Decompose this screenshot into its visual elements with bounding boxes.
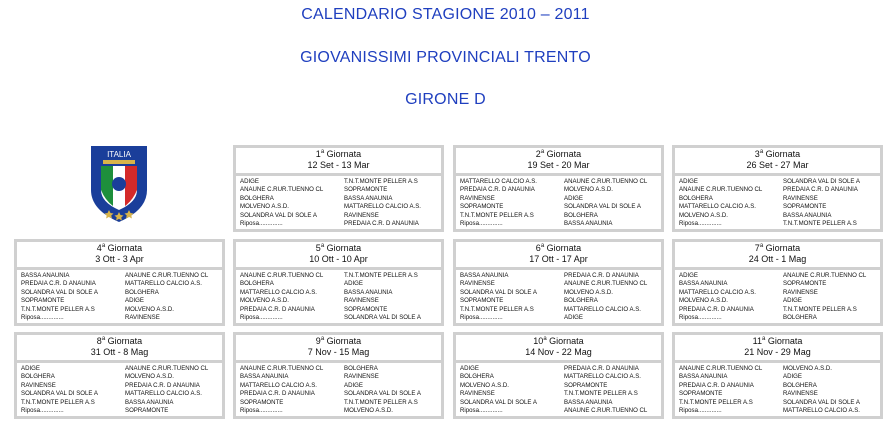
match-row: PREDAIA C.R. D ANAUNIA MOLVENO A.S.D.: [460, 186, 613, 194]
match-row: ANAUNE C.RUR.TUENNO CL SOPRAMONTE: [240, 186, 388, 194]
match-row: MATTARELLO CALCIO A.S. ANAUNE C.RUR.TUENNO CL: [460, 178, 648, 185]
match-row: ADIGE PREDAIA C.R. D ANAUNIA: [460, 365, 639, 372]
match-row: MATTARELLO CALCIO A.S. RAVINENSE: [679, 288, 818, 296]
round-card: 11$^a$ Giornata 21 Nov - 29 Mag ANAUNE C.RUR.TUENNO CL MOLVENO A.S.D. BASSA ANAUNIA ADIGE PREDAIA C.R. D ANAUNIA BOLGHERA SOPRAMONTE RAVINENSE T.N.T.MONTE PELLER A.S SOLANDRA VAL DI SOLE A Riposa.............. MATTARELLO CALCIO A.S.: [672, 332, 883, 419]
round-card: 2$^a$ Giornata 19 Set - 20 Mar MATTARELLO CALCIO A.S. ANAUNE C.RUR.TUENNO CL PREDAIA C.R. D ANAUNIA MOLVENO A.S.D. RAVINENSE ADIGE SOPRAMONTE SOLANDRA VAL DI SOLE A T.N.T.MONTE PELLER A.S BOLGHERA Riposa.............. BASSA ANAUNIA: [453, 145, 664, 232]
match-row: PREDAIA C.R. D ANAUNIA SOLANDRA VAL DI SOLE A: [240, 390, 421, 398]
match-row: BASSA ANAUNIA RAVINENSE: [240, 373, 379, 381]
rest-row: Riposa.............. SOLANDRA VAL DI SOLE A: [240, 313, 421, 321]
match-row: ADIGE ANAUNE C.RUR.TUENNO CL: [21, 365, 209, 372]
match-row: BOLGHERA MOLVENO A.S.D.: [21, 373, 174, 381]
match-row: RAVINENSE T.N.T.MONTE PELLER A.S: [460, 390, 638, 398]
match-row: ANAUNE C.RUR.TUENNO CL BOLGHERA: [240, 365, 378, 372]
match-row: ADIGE ANAUNE C.RUR.TUENNO CL: [679, 272, 867, 279]
match-row: MATTARELLO CALCIO A.S. SOPRAMONTE: [679, 203, 827, 211]
rest-row: Riposa.............. PREDAIA C.R. D ANAUNIA: [240, 219, 419, 227]
match-row: T.N.T.MONTE PELLER A.S SOLANDRA VAL DI SOLE A: [679, 398, 860, 406]
page-subtitle: GIOVANISSIMI PROVINCIALI TRENTO: [300, 49, 591, 66]
match-row: T.N.T.MONTE PELLER A.S BASSA ANAUNIA: [21, 398, 174, 406]
rest-row: Riposa.............. ANAUNE C.RUR.TUENNO CL: [460, 406, 648, 414]
match-row: SOLANDRA VAL DI SOLE A RAVINENSE: [240, 211, 379, 219]
match-row: ANAUNE C.RUR.TUENNO CL MOLVENO A.S.D.: [679, 365, 832, 372]
match-row: MATTARELLO CALCIO A.S. BASSA ANAUNIA: [240, 288, 393, 296]
match-row: MOLVENO A.S.D. RAVINENSE: [240, 297, 379, 305]
match-row: SOLANDRA VAL DI SOLE A MOLVENO A.S.D.: [460, 288, 613, 296]
match-row: BOLGHERA MATTARELLO CALCIO A.S.: [460, 373, 641, 381]
match-row: PREDAIA C.R. D ANAUNIA T.N.T.MONTE PELLER A.S: [679, 305, 857, 313]
match-row: T.N.T.MONTE PELLER A.S MOLVENO A.S.D.: [21, 305, 174, 313]
rest-row: Riposa.............. T.N.T.MONTE PELLER A.S: [679, 219, 857, 227]
round-card: 4$^a$ Giornata 3 Ott - 3 Apr BASSA ANAUNIA ANAUNE C.RUR.TUENNO CL PREDAIA C.R. D ANAUNIA MATTARELLO CALCIO A.S. SOLANDRA VAL DI SOLE A BOLGHERA SOPRAMONTE ADIGE T.N.T.MONTE PELLER A.S MOLVENO A.S.D. Riposa.............. RAVINENSE: [14, 239, 225, 326]
match-row: ADIGE T.N.T.MONTE PELLER A.S: [240, 178, 418, 185]
match-row: SOPRAMONTE BOLGHERA: [460, 297, 598, 305]
match-row: SOPRAMONTE RAVINENSE: [679, 390, 818, 398]
match-row: BOLGHERA BASSA ANAUNIA: [240, 194, 393, 202]
rest-row: Riposa.............. BOLGHERA: [679, 313, 817, 321]
match-row: BASSA ANAUNIA ADIGE: [679, 373, 802, 381]
round-card: 1$^a$ Giornata 12 Set - 13 Mar ADIGE T.N.T.MONTE PELLER A.S ANAUNE C.RUR.TUENNO CL SOPRAMONTE BOLGHERA BASSA ANAUNIA MOLVENO A.S.D. MATTARELLO CALCIO A.S. SOLANDRA VAL DI SOLE A RAVINENSE Riposa.............. PREDAIA C.R. D ANAUNIA: [233, 145, 444, 232]
round-card: 7$^a$ Giornata 24 Ott - 1 Mag ADIGE ANAUNE C.RUR.TUENNO CL BASSA ANAUNIA SOPRAMONTE MATTARELLO CALCIO A.S. RAVINENSE MOLVENO A.S.D. ADIGE PREDAIA C.R. D ANAUNIA T.N.T.MONTE PELLER A.S Riposa.............. BOLGHERA: [672, 239, 883, 326]
match-row: SOLANDRA VAL DI SOLE A BASSA ANAUNIA: [460, 398, 613, 406]
rest-row: Riposa.............. MOLVENO A.S.D.: [240, 406, 393, 414]
match-row: BASSA ANAUNIA ANAUNE C.RUR.TUENNO CL: [21, 272, 209, 279]
group-title: GIRONE D: [405, 91, 486, 108]
match-row: BOLGHERA RAVINENSE: [679, 194, 818, 202]
round-card: 6$^a$ Giornata 17 Ott - 17 Apr BASSA ANAUNIA PREDAIA C.R. D ANAUNIA RAVINENSE ANAUNE C.RUR.TUENNO CL SOLANDRA VAL DI SOLE A MOLVENO A.S.D. SOPRAMONTE BOLGHERA T.N.T.MONTE PELLER A.S MATTARELLO CALCIO A.S. Riposa.............. ADIGE: [453, 239, 664, 326]
rest-row: Riposa.............. SOPRAMONTE: [21, 406, 169, 414]
rest-row: Riposa.............. BASSA ANAUNIA: [460, 219, 613, 227]
match-row: MOLVENO A.S.D. SOPRAMONTE: [460, 381, 608, 389]
round-card: 10$^a$ Giornata 14 Nov - 22 Mag ADIGE PREDAIA C.R. D ANAUNIA BOLGHERA MATTARELLO CALCIO A.S. MOLVENO A.S.D. SOPRAMONTE RAVINENSE T.N.T.MONTE PELLER A.S SOLANDRA VAL DI SOLE A BASSA ANAUNIA Riposa.............. ANAUNE C.RUR.TUENNO CL: [453, 332, 664, 419]
figc-crest-logo: [89, 144, 149, 224]
match-row: PREDAIA C.R. D ANAUNIA SOPRAMONTE: [240, 305, 388, 313]
match-row: SOPRAMONTE ADIGE: [21, 297, 144, 305]
match-row: ANAUNE C.RUR.TUENNO CL T.N.T.MONTE PELLER A.S: [240, 272, 418, 279]
round-card: 8$^a$ Giornata 31 Ott - 8 Mag ADIGE ANAUNE C.RUR.TUENNO CL BOLGHERA MOLVENO A.S.D. RAVINENSE PREDAIA C.R. D ANAUNIA SOLANDRA VAL DI SOLE A MATTARELLO CALCIO A.S. T.N.T.MONTE PELLER A.S BASSA ANAUNIA Riposa.............. SOPRAMONTE: [14, 332, 225, 419]
match-row: RAVINENSE ANAUNE C.RUR.TUENNO CL: [460, 280, 648, 288]
match-row: MOLVENO A.S.D. ADIGE: [679, 297, 802, 305]
rest-row: Riposa.............. RAVINENSE: [21, 313, 160, 321]
match-row: MOLVENO A.S.D. BASSA ANAUNIA: [679, 211, 832, 219]
match-row: RAVINENSE PREDAIA C.R. D ANAUNIA: [21, 381, 200, 389]
match-row: BASSA ANAUNIA PREDAIA C.R. D ANAUNIA: [460, 272, 639, 279]
match-row: T.N.T.MONTE PELLER A.S MATTARELLO CALCIO A.S.: [460, 305, 641, 313]
match-row: SOPRAMONTE T.N.T.MONTE PELLER A.S: [240, 398, 418, 406]
match-row: MOLVENO A.S.D. MATTARELLO CALCIO A.S.: [240, 203, 421, 211]
match-row: ANAUNE C.RUR.TUENNO CL PREDAIA C.R. D ANAUNIA: [679, 186, 858, 194]
rest-row: Riposa.............. MATTARELLO CALCIO A.S.: [679, 406, 860, 414]
round-card: 9$^a$ Giornata 7 Nov - 15 Mag ANAUNE C.RUR.TUENNO CL BOLGHERA BASSA ANAUNIA RAVINENSE MATTARELLO CALCIO A.S. ADIGE PREDAIA C.R. D ANAUNIA SOLANDRA VAL DI SOLE A SOPRAMONTE T.N.T.MONTE PELLER A.S Riposa.............. MOLVENO A.S.D.: [233, 332, 444, 419]
match-row: T.N.T.MONTE PELLER A.S BOLGHERA: [460, 211, 598, 219]
match-row: MATTARELLO CALCIO A.S. ADIGE: [240, 381, 363, 389]
page-title: CALENDARIO STAGIONE 2010 – 2011: [301, 6, 590, 23]
match-row: SOLANDRA VAL DI SOLE A MATTARELLO CALCIO A.S.: [21, 390, 202, 398]
match-row: PREDAIA C.R. D ANAUNIA MATTARELLO CALCIO A.S.: [21, 280, 202, 288]
match-row: RAVINENSE ADIGE: [460, 194, 583, 202]
match-row: PREDAIA C.R. D ANAUNIA BOLGHERA: [679, 381, 817, 389]
match-row: BASSA ANAUNIA SOPRAMONTE: [679, 280, 827, 288]
round-card: 3$^a$ Giornata 26 Set - 27 Mar ADIGE SOLANDRA VAL DI SOLE A ANAUNE C.RUR.TUENNO CL PREDAIA C.R. D ANAUNIA BOLGHERA RAVINENSE MATTARELLO CALCIO A.S. SOPRAMONTE MOLVENO A.S.D. BASSA ANAUNIA Riposa.............. T.N.T.MONTE PELLER A.S: [672, 145, 883, 232]
match-row: BOLGHERA ADIGE: [240, 280, 363, 288]
match-row: SOPRAMONTE SOLANDRA VAL DI SOLE A: [460, 203, 641, 211]
round-card: 5$^a$ Giornata 10 Ott - 10 Apr ANAUNE C.RUR.TUENNO CL T.N.T.MONTE PELLER A.S BOLGHERA ADIGE MATTARELLO CALCIO A.S. BASSA ANAUNIA MOLVENO A.S.D. RAVINENSE PREDAIA C.R. D ANAUNIA SOPRAMONTE Riposa.............. SOLANDRA VAL DI SOLE A: [233, 239, 444, 326]
rest-row: Riposa.............. ADIGE: [460, 313, 583, 321]
match-row: ADIGE SOLANDRA VAL DI SOLE A: [679, 178, 860, 185]
crest-text: ITALIA: [107, 150, 131, 159]
match-row: SOLANDRA VAL DI SOLE A BOLGHERA: [21, 288, 159, 296]
